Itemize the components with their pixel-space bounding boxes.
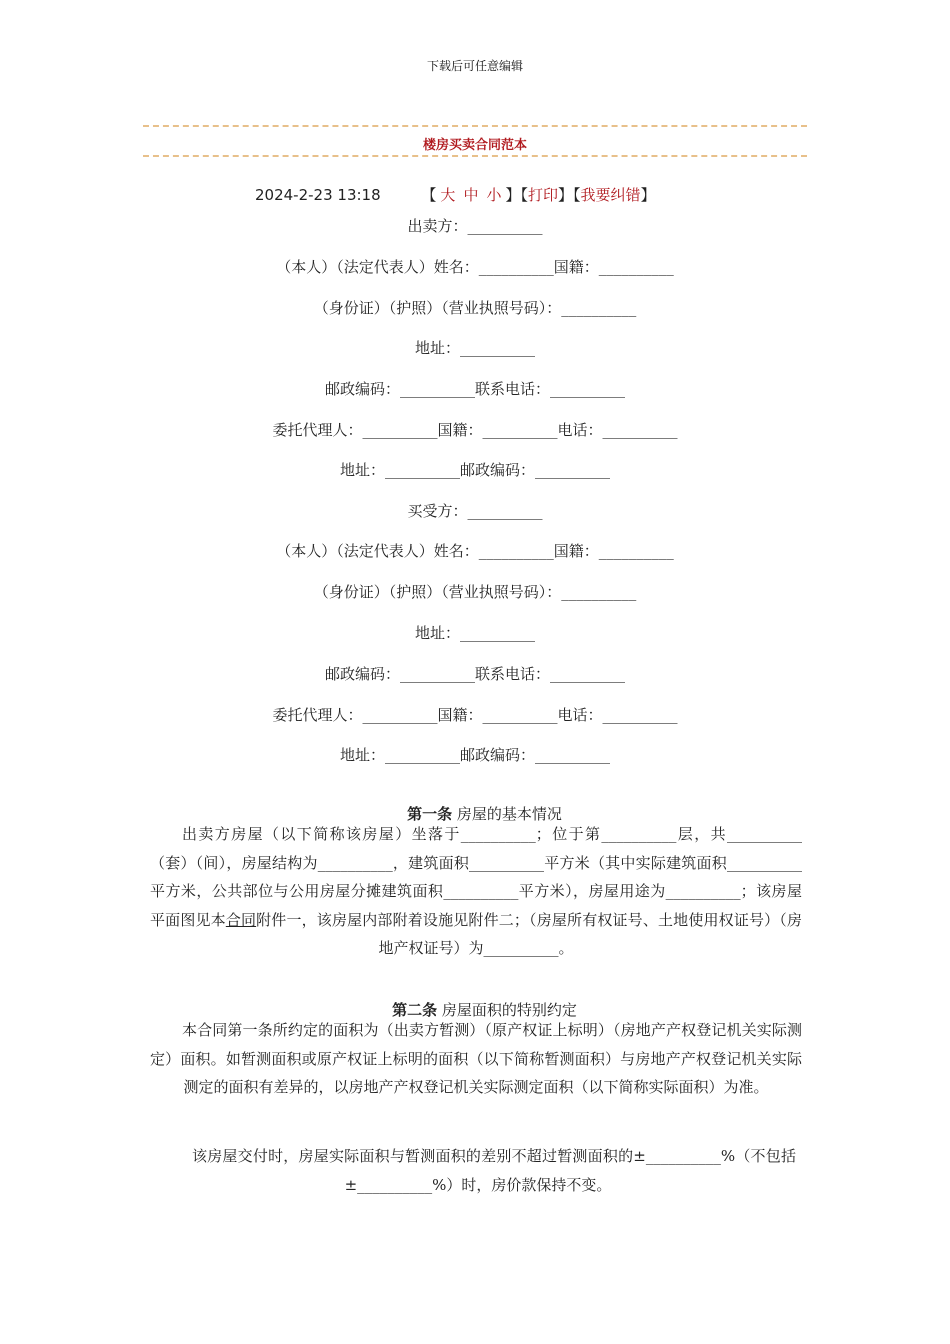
article2-label: 第二条 [392,1001,438,1019]
download-note: 下载后可任意编辑 [426,59,523,73]
bracket: 】 [640,186,656,204]
bracket: 【 [520,186,528,204]
seller-id-line: （身份证）（护照）（营业执照号码）：__________ [313,299,637,317]
bracket: 【 [573,186,581,204]
buyer-postal-line: 邮政编码：__________联系电话：__________ [324,665,625,683]
font-size-large-link[interactable]: 大 [440,186,456,204]
font-size-medium-link[interactable]: 中 [463,186,479,204]
report-error-link[interactable]: 我要纠错 [580,186,641,204]
publish-date: 2024-2-23 13:18 [255,186,381,204]
article1-paragraph [150,820,802,963]
article2-paragraph-1: 本合同第一条所约定的面积为（出卖方暂测）（原产权证上标明）（房地产产权登记机关实际测定）面积。如暂测面积或原产权证上标明的面积（以下简称暂测面积）与房地产产权登记机关实际测定的面积有差异的，以房地产产权登记机关实际测定面积（以下简称实际面积）为准。 [150,1021,802,1096]
article1-label: 第一条 [407,805,453,823]
bracket: 】 [505,186,521,204]
buyer-name-line: （本人）（法定代表人）姓名：__________国籍：__________ [276,542,674,560]
buyer-line: 买受方：__________ [407,502,543,520]
article2-paragraph-2: 该房屋交付时，房屋实际面积与暂测面积的差别不超过暂测面积的±__________%（不包括±__________%）时，房价款保持不变。 [192,1147,796,1194]
buyer-agent-address-line: 地址：__________邮政编码：__________ [339,746,610,764]
seller-agent-address-line: 地址：__________邮政编码：__________ [339,461,610,479]
bracket: 】 [558,186,574,204]
article1-text-rest: 附件一，该房屋内部附着设施见附件二；（房屋所有权证号、土地使用权证号）（房地产权证号）为__________。 [256,910,802,957]
print-link[interactable]: 打印 [528,186,559,204]
seller-postal-line: 邮政编码：__________联系电话：__________ [324,380,625,398]
article2-title: 房屋面积的特别约定 [441,1001,577,1019]
buyer-id-line: （身份证）（护照）（营业执照号码）：__________ [313,583,637,601]
bracket: 【 [421,186,437,204]
font-size-small-link[interactable]: 小 [486,186,502,204]
seller-address-line: 地址：__________ [414,339,535,357]
seller-agent-line: 委托代理人：__________国籍：__________电话：__________ [272,421,678,439]
meta-bar [255,184,656,205]
contract-link[interactable]: 合同 [225,910,257,929]
buyer-agent-line: 委托代理人：__________国籍：__________电话：__________ [272,706,678,724]
article1-text: 出卖方房屋（以下简称该房屋）坐落于__________；位于第__________层，共__________（套）（间），房屋结构为__________，建筑面积__________平方米（其中实际建筑面积__________平方米，公共部位与公用房屋分摊建筑面积__________平方米），房屋用途为__________；该房屋平面图见本 [150,825,802,929]
seller-line: 出卖方：__________ [407,217,543,235]
dashed-divider-bottom [143,155,807,157]
seller-name-line: （本人）（法定代表人）姓名：__________国籍：__________ [276,258,674,276]
buyer-address-line: 地址：__________ [414,624,535,642]
dashed-divider-top [143,125,807,127]
article1-title: 房屋的基本情况 [456,805,562,823]
page-title: 楼房买卖合同范本 [422,138,527,153]
